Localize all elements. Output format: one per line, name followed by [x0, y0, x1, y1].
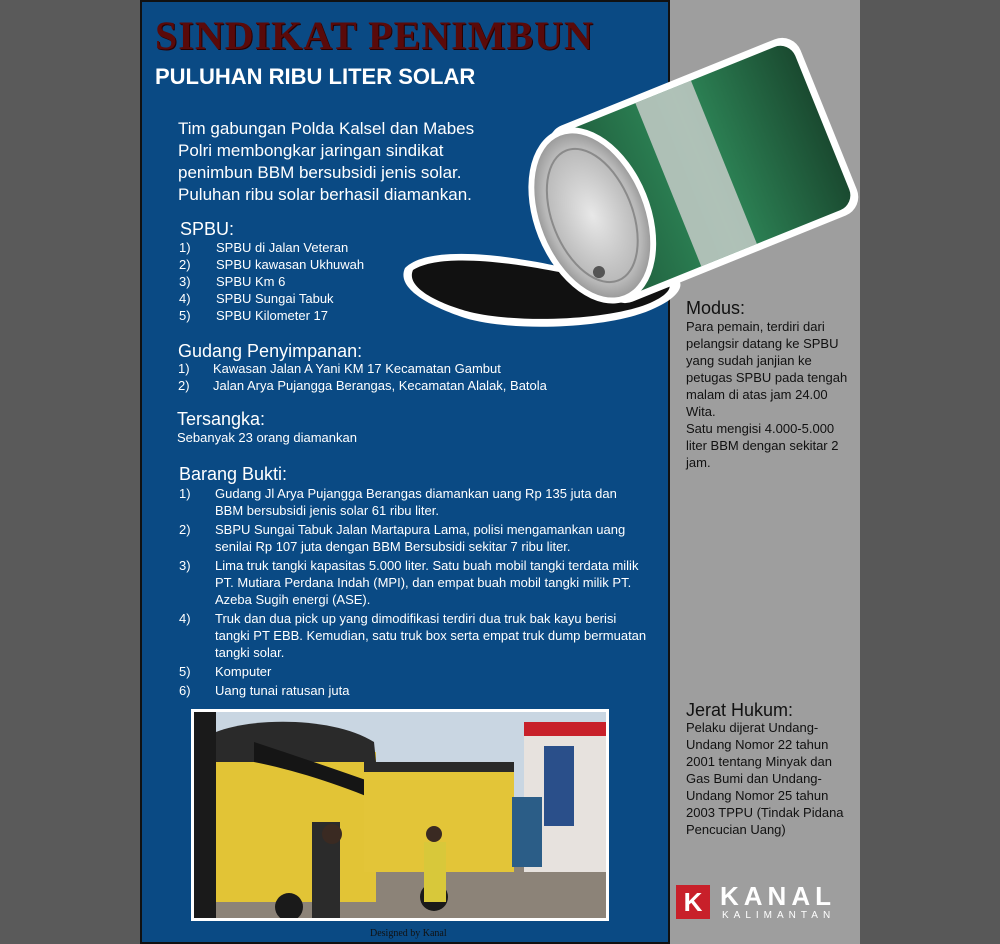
list-text: Kawasan Jalan A Yani KM 17 Kecamatan Gambut: [213, 361, 501, 376]
list-number: 2): [179, 257, 191, 272]
list-number: 2): [179, 522, 191, 537]
evidence-photo: [191, 709, 609, 921]
list-number: 6): [179, 683, 191, 698]
list-item: [179, 256, 509, 273]
spbu-list: [179, 239, 509, 324]
page-title: SINDIKAT PENIMBUN: [155, 13, 594, 58]
list-text: SPBU di Jalan Veteran: [216, 240, 349, 255]
list-number: 5): [179, 664, 191, 679]
list-item: [178, 377, 628, 394]
list-text: Truk dan dua pick up yang dimodifikasi terdiri dua truk bak kayu berisi tangki PT EBB. Kemudian, satu truk box serta empat truk dump bermuatan tangki solar.: [215, 611, 647, 660]
list-text: SPBU Kilometer 17: [216, 308, 328, 323]
list-number: 2): [178, 378, 190, 393]
right-margin: [860, 0, 1000, 944]
list-item: [179, 239, 509, 256]
bukti-list: [179, 485, 649, 701]
list-number: 1): [178, 361, 190, 376]
list-item: [179, 290, 509, 307]
spbu-heading: SPBU:: [180, 219, 235, 239]
logo-mark-icon: [676, 885, 710, 919]
jerat-heading: Jerat Hukum:: [686, 700, 794, 720]
list-item: [179, 273, 509, 290]
logo-brand-text: KANAL: [720, 881, 836, 911]
list-text: SPBU Sungai Tabuk: [216, 291, 334, 306]
list-number: 5): [179, 308, 191, 323]
gudang-list: [178, 360, 628, 394]
gudang-heading: Gudang Penyimpanan:: [178, 341, 363, 361]
list-text: Gudang Jl Arya Pujangga Berangas diamankan uang Rp 135 juta dan BBM bersubsidi jenis solar 61 ribu liter.: [215, 486, 617, 518]
jerat-text: Pelaku dijerat Undang-Undang Nomor 22 tahun 2001 tentang Minyak dan Gas Bumi dan Undang-Undang Nomor 25 tahun 2003 TPPU (Tindak Pidana Pencucian Uang): [686, 720, 844, 837]
intro-paragraph: Tim gabungan Polda Kalsel dan Mabes Polri membongkar jaringan sindikat penimbun BBM bersubsidi jenis solar. Puluhan ribu solar berhasil diamankan.: [178, 119, 475, 204]
list-number: 4): [179, 291, 191, 306]
list-number: 1): [179, 486, 191, 501]
list-text: Lima truk tangki kapasitas 5.000 liter. Satu buah mobil tangki terdata milik PT. Mutiara Perdana Indah (MPI), dan empat buah mobil tangki milik PT. Azeba Sugih energi (ASE).: [215, 558, 639, 607]
list-item: [179, 663, 649, 680]
list-item: [179, 610, 649, 661]
logo-mark-letter: K: [683, 887, 703, 917]
bukti-heading: Barang Bukti:: [179, 464, 288, 484]
list-item: [179, 307, 509, 324]
list-number: 4): [179, 611, 191, 626]
modus-paragraph-2: Satu mengisi 4.000-5.000 liter BBM dengan sekitar 2 jam.: [686, 421, 839, 470]
tersangka-heading: Tersangka:: [177, 409, 266, 429]
modus-paragraph-1: Para pemain, terdiri dari pelangsir datang ke SPBU yang sudah janjian ke petugas SPBU pada tengah malam di atas jam 24.00 Wita.: [686, 319, 848, 419]
list-item: [179, 557, 649, 608]
list-number: 3): [179, 558, 191, 573]
truck-photo-illustration: [194, 712, 606, 918]
list-text: SBPU Sungai Tabuk Jalan Martapura Lama, polisi mengamankan uang senilai Rp 107 juta dengan BBM Bersubsidi sekitar 7 ribu liter.: [215, 522, 626, 554]
list-item: [179, 521, 649, 555]
tersangka-text: Sebanyak 23 orang diamankan: [177, 430, 357, 445]
modus-heading: Modus:: [686, 298, 746, 318]
list-item: [179, 485, 649, 519]
list-text: SPBU Km 6: [216, 274, 286, 289]
kanal-kalimantan-logo: [676, 882, 856, 926]
list-text: Uang tunai ratusan juta: [215, 683, 350, 698]
list-number: 3): [179, 274, 191, 289]
list-item: [178, 360, 628, 377]
designer-credit: Designed by Kanal: [370, 928, 447, 939]
modus-text: [686, 318, 854, 471]
list-text: SPBU kawasan Ukhuwah: [216, 257, 365, 272]
list-text: Komputer: [215, 664, 272, 679]
list-text: Jalan Arya Pujangga Berangas, Kecamatan Alalak, Batola: [213, 378, 547, 393]
list-number: 1): [179, 240, 191, 255]
list-item: [179, 682, 649, 699]
logo-sub-text: KALIMANTAN: [722, 910, 836, 921]
page-subtitle: PULUHAN RIBU LITER SOLAR: [155, 64, 476, 89]
